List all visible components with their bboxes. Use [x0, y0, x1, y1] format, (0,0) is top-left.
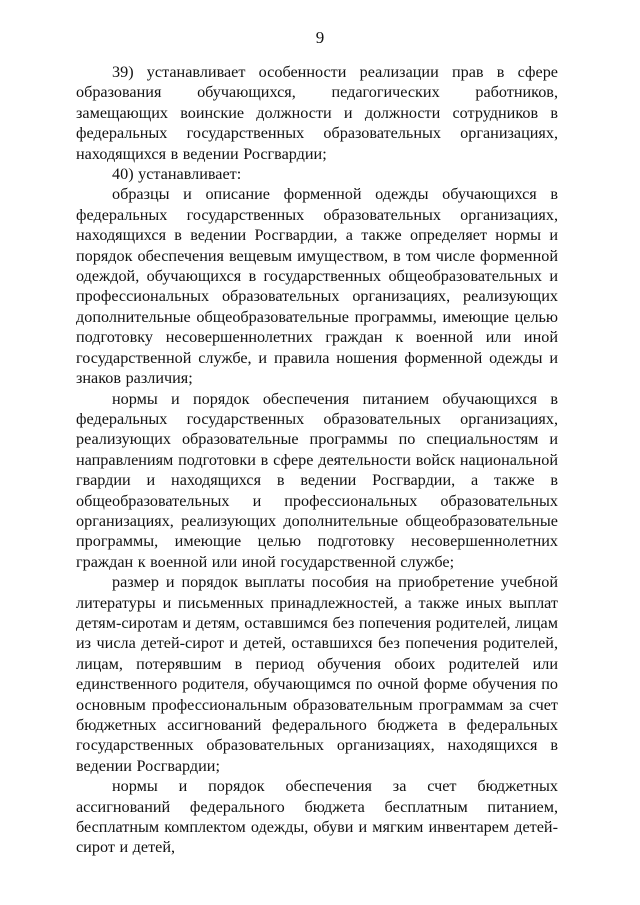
page-number: 9	[315, 28, 325, 47]
document-body	[76, 62, 558, 858]
paragraph-allowance: размер и порядок выплаты пособия на приобретение учебной литературы и письменных принадлежностей, а также иных выплат детям-сиротам и детям, оставшимся без попечения родителей, лицам из числа детей-сирот и детей, оставшихся без попечения родителей, лицам, потерявшим в период обучения обоих родителей или единственного родителя, обучающимся по очной форме обучения по основным профессиональным образовательным программам за счет бюджетных ассигнований федерального бюджета в федеральных государственных образовательных организациях, находящихся в ведении Росгвардии;	[76, 573, 558, 775]
paragraph-provision: нормы и порядок обеспечения за счет бюджетных ассигнований федерального бюджета бесплатным питанием, бесплатным комплектом одежды, обуви и мягким инвентарем детей-сирот и детей,	[76, 777, 558, 857]
paragraph-item-39: 39) устанавливает особенности реализации прав в сфере образования обучающихся, педагогических работников, замещающих воинские должности и должности сотрудников в федеральных государственных образовательных организациях, находящихся в ведении Росгвардии;	[76, 63, 558, 163]
paragraph-item-40: 40) устанавливает:	[112, 165, 242, 184]
paragraph-nutrition: нормы и порядок обеспечения питанием обучающихся в федеральных государственных образовательных организациях, реализующих образовательные программы по специальностям и направлениям подготовки в сфере деятельности войск национальной гвардии и находящихся в ведении Росгвардии, а также в общеобразовательных и профессиональных образовательных организациях, реализующих дополнительные общеобразовательные программы, имеющие целью подготовку несовершеннолетних граждан к военной или иной государственной службе;	[76, 389, 558, 571]
paragraph-uniform: образцы и описание форменной одежды обучающихся в федеральных государственных образовательных организациях, находящихся в ведении Росгвардии, а также определяет нормы и порядок обеспечения вещевым имуществом, в том числе форменной одеждой, обучающихся в государственных общеобразовательных и профессиональных образовательных организациях, реализующих дополнительные общеобразовательные программы, имеющие целью подготовку несовершеннолетних граждан к военной или иной государственной службе, и правила ношения форменной одежды и знаков различия;	[76, 185, 558, 388]
